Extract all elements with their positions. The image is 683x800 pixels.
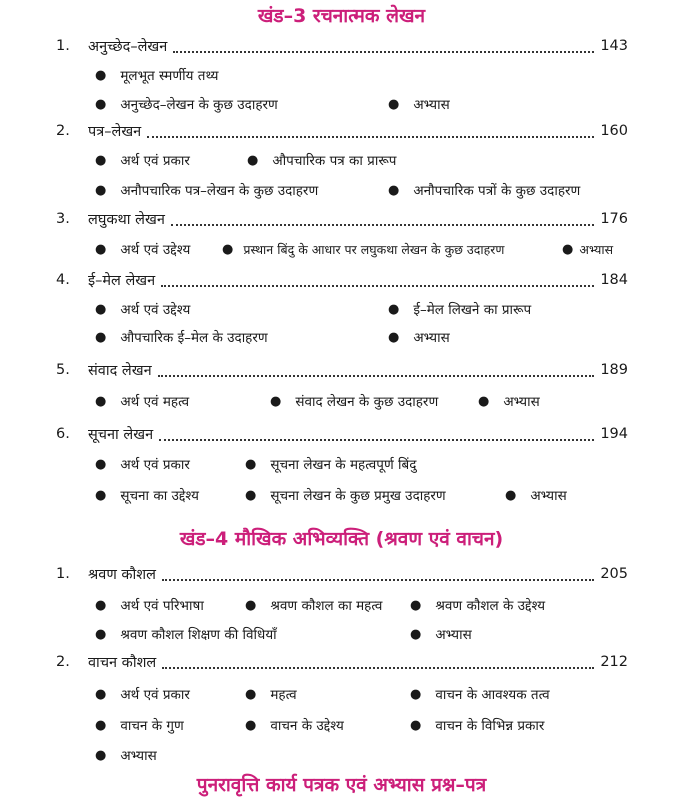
sub-item-label: अर्थ एवं महत्व: [120, 394, 190, 410]
sub-item: [245, 453, 416, 475]
sub-item-label: वाचन के उद्देश्य: [270, 718, 344, 734]
bullet-icon: ●: [95, 456, 107, 472]
bullet-icon: ●: [95, 301, 107, 317]
sub-item-label: अभ्यास: [413, 97, 450, 113]
entry-number: 5.: [56, 362, 70, 378]
sub-item-label: सूचना का उद्देश्य: [120, 488, 199, 504]
bullet-icon: ●: [388, 301, 400, 317]
bullet-icon: ●: [95, 241, 107, 257]
sub-item-label: अभ्यास: [413, 330, 450, 346]
toc-entry-letter-writing[interactable]: [56, 119, 628, 143]
sub-item: [95, 298, 190, 320]
page-number: 184: [600, 272, 628, 288]
entry-number: 4.: [56, 272, 70, 288]
sub-item-label: अभ्यास: [120, 748, 157, 764]
bullet-icon: ●: [410, 626, 422, 642]
sub-item: [95, 93, 278, 115]
page-number: 212: [600, 654, 628, 670]
toc-entry-short-story-writing[interactable]: [56, 207, 628, 231]
page-number: 160: [600, 123, 628, 139]
dot-leader: [158, 363, 595, 377]
sub-item: [95, 484, 199, 506]
sub-item: [95, 179, 318, 201]
entry-number: 2.: [56, 123, 70, 139]
bullet-icon: ●: [388, 329, 400, 345]
bullet-icon: ●: [247, 152, 259, 168]
sub-item-label: अभ्यास: [530, 488, 567, 504]
dot-leader: [162, 567, 594, 581]
bullet-icon: ●: [410, 717, 422, 733]
bullet-icon: ●: [478, 393, 490, 409]
dot-leader: [161, 273, 594, 287]
bullet-icon: ●: [388, 96, 400, 112]
sub-item-label: वाचन के गुण: [120, 718, 184, 734]
dot-leader: [173, 39, 594, 53]
sub-item-label: अनुच्छेद–लेखन के कुछ उदाहरण: [120, 97, 278, 113]
sub-item: [95, 594, 204, 616]
sub-item: [95, 149, 190, 171]
sub-item: [388, 179, 580, 201]
bullet-icon: ●: [245, 717, 257, 733]
entry-title: ई–मेल लेखन: [88, 273, 156, 289]
page-number: 194: [600, 426, 628, 442]
bullet-icon: ●: [95, 686, 107, 702]
sub-item: [478, 390, 540, 412]
sub-item: [95, 683, 190, 705]
entry-title: सूचना लेखन: [88, 427, 154, 443]
bullet-icon: ●: [505, 487, 517, 503]
toc-entry-dialogue-writing[interactable]: [56, 358, 628, 382]
bullet-icon: ●: [388, 182, 400, 198]
toc-entry-reading-skill[interactable]: [56, 650, 628, 674]
entry-title: अनुच्छेद–लेखन: [88, 39, 168, 55]
entry-number: 3.: [56, 211, 70, 227]
sub-item-label: अर्थ एवं उद्देश्य: [120, 302, 191, 318]
sub-item: [562, 238, 613, 260]
sub-item: [95, 238, 190, 260]
sub-item: [270, 390, 438, 412]
sub-item-label: वाचन के आवश्यक तत्व: [435, 687, 550, 703]
sub-item-label: औपचारिक पत्र का प्रारूप: [272, 153, 397, 169]
sub-item: [410, 623, 472, 645]
entry-number: 1.: [56, 38, 70, 54]
sub-item-label: श्रवण कौशल शिक्षण की विधियाँ: [120, 627, 277, 643]
bullet-icon: ●: [95, 393, 107, 409]
bullet-icon: ●: [245, 597, 257, 613]
sub-item-label: वाचन के विभिन्न प्रकार: [435, 718, 545, 734]
bullet-icon: ●: [222, 241, 234, 257]
entry-title: संवाद लेखन: [88, 363, 152, 379]
dot-leader: [171, 212, 594, 226]
sub-item: [95, 623, 277, 645]
toc-entry-notice-writing[interactable]: [56, 422, 628, 446]
entry-title: वाचन कौशल: [88, 655, 157, 671]
entry-number: 6.: [56, 426, 70, 442]
sub-item-label: श्रवण कौशल के उद्देश्य: [435, 598, 546, 614]
sub-item: [410, 714, 544, 736]
bullet-icon: ●: [95, 747, 107, 763]
bullet-icon: ●: [95, 487, 107, 503]
sub-item-label: अनौपचारिक पत्र–लेखन के कुछ उदाहरण: [120, 183, 319, 199]
sub-item-label: सूचना लेखन के महत्वपूर्ण बिंदु: [270, 457, 417, 473]
sub-item-label: अभ्यास: [503, 394, 540, 410]
entry-title: पत्र–लेखन: [88, 124, 142, 140]
bullet-icon: ●: [245, 456, 257, 472]
sub-item: [245, 714, 344, 736]
toc-entry-listening-skill[interactable]: [56, 562, 628, 586]
sub-item-label: ई–मेल लिखने का प्रारूप: [413, 302, 532, 318]
sub-item: [95, 326, 268, 348]
sub-item-label: अभ्यास: [579, 241, 614, 257]
bullet-icon: ●: [245, 487, 257, 503]
sub-item: [95, 64, 219, 86]
bullet-icon: ●: [95, 67, 107, 83]
sub-item: [410, 594, 545, 616]
sub-item-label: मूलभूत स्मर्णीय तथ्य: [120, 68, 219, 84]
bullet-icon: ●: [95, 182, 107, 198]
entry-title: लघुकथा लेखन: [88, 212, 165, 228]
sub-item: [95, 744, 157, 766]
toc-entry-paragraph-writing[interactable]: [56, 34, 628, 58]
entry-number: 1.: [56, 566, 70, 582]
sub-item-label: अर्थ एवं प्रकार: [120, 153, 190, 169]
dot-leader: [159, 427, 594, 441]
bullet-icon: ●: [95, 626, 107, 642]
sub-item: [95, 453, 190, 475]
sub-item: [247, 149, 396, 171]
sub-item-label: अभ्यास: [435, 627, 472, 643]
sub-item-label: श्रवण कौशल का महत्व: [270, 598, 383, 614]
sub-item: [410, 683, 550, 705]
sub-item: [505, 484, 567, 506]
sub-item: [388, 93, 450, 115]
revision-worksheet-heading: पुनरावृत्ति कार्य पत्रक एवं अभ्यास प्रश्न–पत्र: [196, 774, 487, 796]
sub-item-label: अनौपचारिक पत्रों के कुछ उदाहरण: [413, 183, 581, 199]
toc-entry-email-writing[interactable]: [56, 268, 628, 292]
dot-leader: [147, 124, 594, 138]
bullet-icon: ●: [95, 96, 107, 112]
sub-item-label: सूचना लेखन के कुछ प्रमुख उदाहरण: [270, 488, 446, 504]
bullet-icon: ●: [270, 393, 282, 409]
sub-item: [95, 390, 189, 412]
section-4-heading: खंड–4 मौखिक अभिव्यक्ति (श्रवण एवं वाचन): [179, 528, 504, 550]
sub-item: [388, 298, 531, 320]
sub-item: [245, 484, 446, 506]
sub-item-label: अर्थ एवं प्रकार: [120, 457, 190, 473]
page-number: 176: [600, 211, 628, 227]
bullet-icon: ●: [95, 152, 107, 168]
bullet-icon: ●: [410, 686, 422, 702]
bullet-icon: ●: [95, 597, 107, 613]
sub-item: [245, 683, 297, 705]
page-number: 143: [600, 38, 628, 54]
bullet-icon: ●: [245, 686, 257, 702]
sub-item-label: संवाद लेखन के कुछ उदाहरण: [295, 394, 439, 410]
sub-item-label: अर्थ एवं उद्देश्य: [120, 242, 191, 258]
bullet-icon: ●: [562, 241, 574, 257]
sub-item: [95, 714, 184, 736]
sub-item-label: महत्व: [270, 687, 297, 703]
sub-item-label: अर्थ एवं प्रकार: [120, 687, 190, 703]
page-number: 205: [600, 566, 628, 582]
sub-item: [388, 326, 450, 348]
dot-leader: [162, 655, 594, 669]
sub-item: [245, 594, 382, 616]
bullet-icon: ●: [95, 329, 107, 345]
bullet-icon: ●: [410, 597, 422, 613]
page-number: 189: [600, 362, 628, 378]
section-3-heading: खंड–3 रचनात्मक लेखन: [257, 5, 426, 27]
entry-title: श्रवण कौशल: [88, 567, 157, 583]
sub-item: [222, 238, 504, 260]
entry-number: 2.: [56, 654, 70, 670]
sub-item-label: प्रस्थान बिंदु के आधार पर लघुकथा लेखन के कुछ उदाहरण: [243, 241, 505, 257]
sub-item-label: अर्थ एवं परिभाषा: [120, 598, 204, 614]
bullet-icon: ●: [95, 717, 107, 733]
sub-item-label: औपचारिक ई–मेल के उदाहरण: [120, 330, 268, 346]
